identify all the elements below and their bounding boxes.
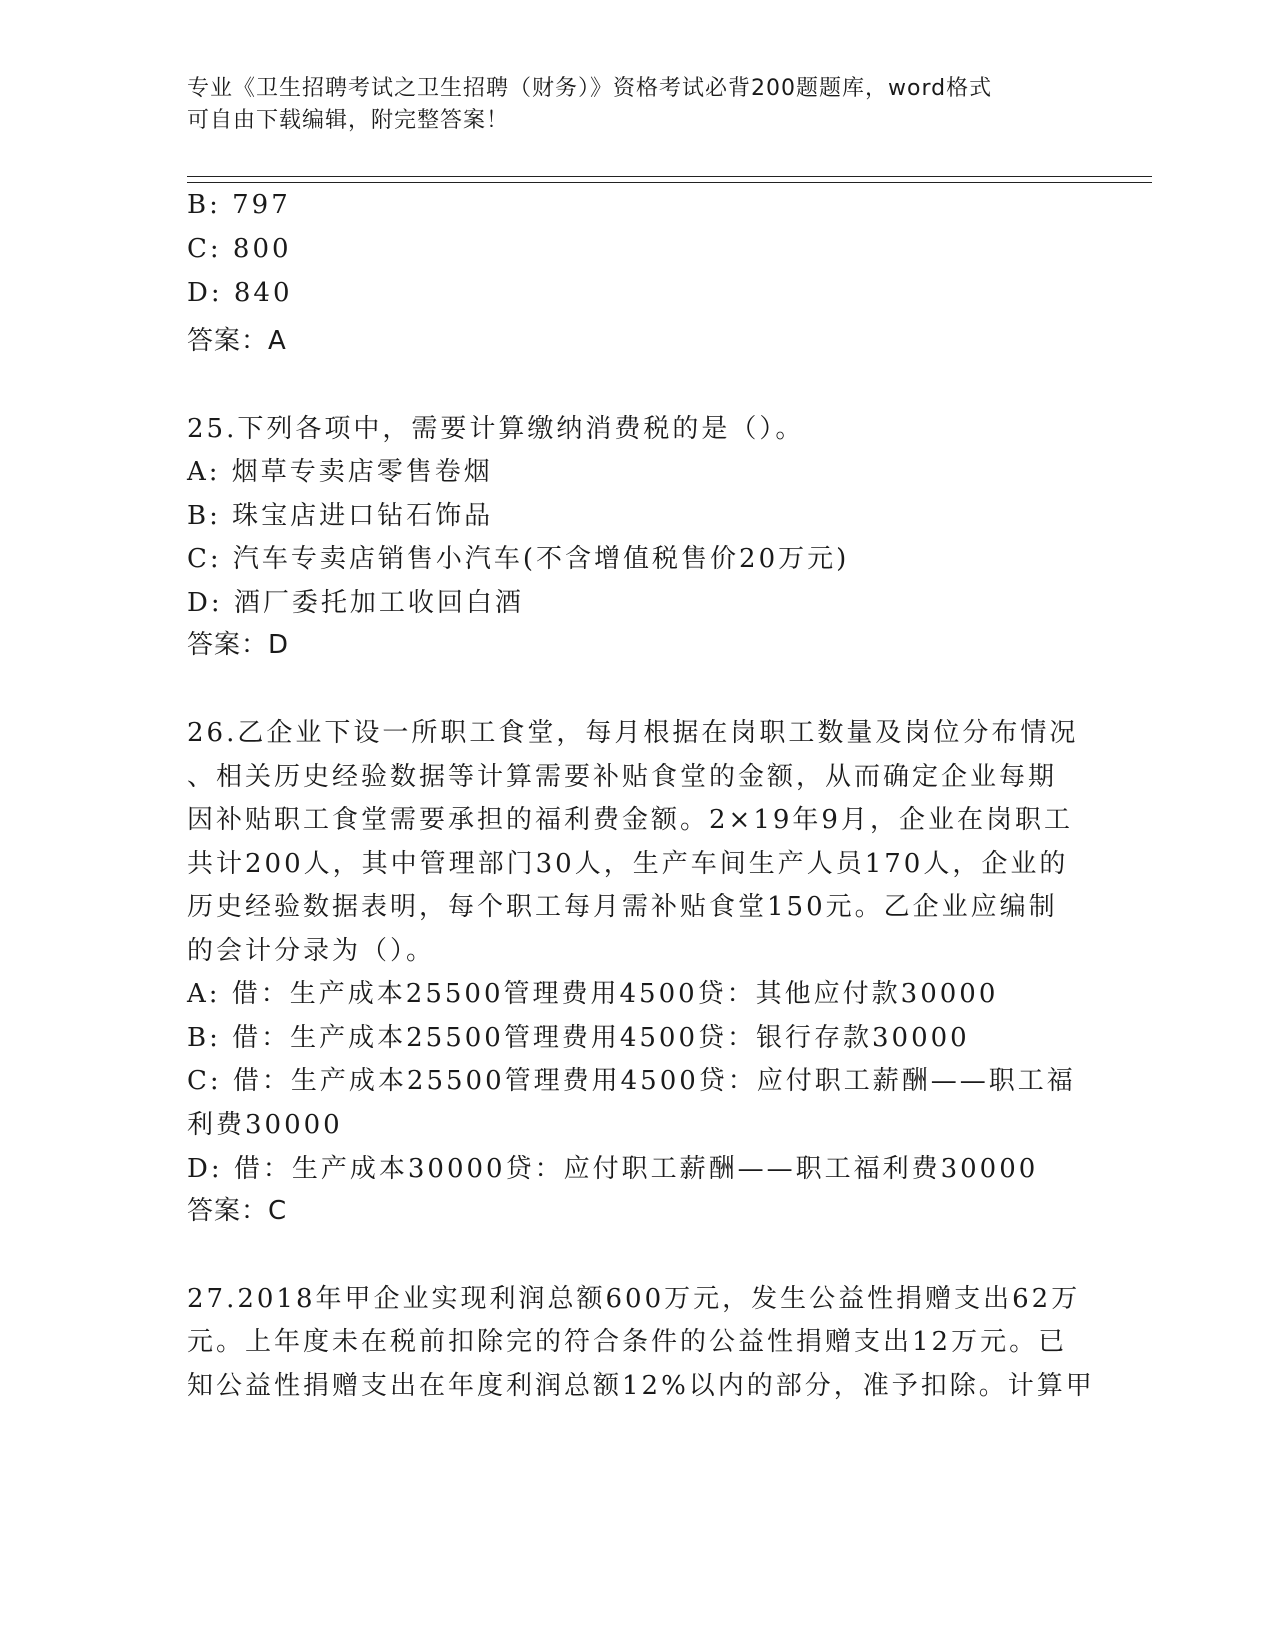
q25-option-c: C: 汽车专卖店销售小汽车(不含增值税售价20万元) — [187, 544, 850, 574]
q26-answer: 答案：C — [187, 1196, 288, 1226]
q26-question-line: 、相关历史经验数据等计算需要补贴食堂的金额，从而确定企业每期 — [187, 762, 1058, 792]
q26-question-line: 历史经验数据表明，每个职工每月需补贴食堂150元。乙企业应编制 — [187, 892, 1058, 922]
q26-option-c-line-1: C: 借：生产成本25500管理费用4500贷：应付职工薪酬——职工福 — [187, 1066, 1076, 1096]
q26-option-c-line-2: 利费30000 — [187, 1110, 343, 1140]
q26-question-line: 的会计分录为（）。 — [187, 936, 436, 966]
header-divider-top — [187, 176, 1152, 177]
header-line-2: 可自由下载编辑，附完整答案！ — [187, 108, 510, 133]
q26-option-b: B: 借：生产成本25500管理费用4500贷：银行存款30000 — [187, 1023, 970, 1053]
q26-option-a: A: 借：生产成本25500管理费用4500贷：其他应付款30000 — [187, 979, 999, 1009]
q26-question-line: 26.乙企业下设一所职工食堂，每月根据在岗职工数量及岗位分布情况 — [187, 718, 1079, 748]
q24-answer: 答案：A — [187, 326, 287, 356]
q27-question-line: 27.2018年甲企业实现利润总额600万元，发生公益性捐赠支出62万 — [187, 1284, 1081, 1314]
q27-question-line: 元。上年度未在税前扣除完的符合条件的公益性捐赠支出12万元。已 — [187, 1327, 1068, 1357]
q27-question-line: 知公益性捐赠支出在年度利润总额12%以内的部分，准予扣除。计算甲 — [187, 1371, 1095, 1401]
header-line-1: 专业《卫生招聘考试之卫生招聘（财务）》资格考试必背200题题库，word格式 — [187, 76, 993, 101]
q26-option-d: D: 借：生产成本30000贷：应付职工薪酬——职工福利费30000 — [187, 1154, 1039, 1184]
q24-option-c: C: 800 — [187, 234, 292, 264]
document-header — [187, 73, 1067, 137]
q26-question-line: 因补贴职工食堂需要承担的福利费金额。2×19年9月，企业在岗职工 — [187, 805, 1073, 835]
q24-option-d: D: 840 — [187, 278, 293, 308]
q25-question: 25.下列各项中，需要计算缴纳消费税的是（）。 — [187, 414, 805, 444]
q25-option-b: B: 珠宝店进口钻石饰品 — [187, 501, 494, 531]
q25-option-d: D: 酒厂委托加工收回白酒 — [187, 588, 524, 618]
header-divider-bottom — [187, 182, 1152, 183]
q25-answer: 答案：D — [187, 630, 290, 660]
q24-option-b: B: 797 — [187, 190, 291, 220]
q26-question-line: 共计200人，其中管理部门30人，生产车间生产人员170人，企业的 — [187, 849, 1069, 879]
q25-option-a: A: 烟草专卖店零售卷烟 — [187, 457, 493, 487]
